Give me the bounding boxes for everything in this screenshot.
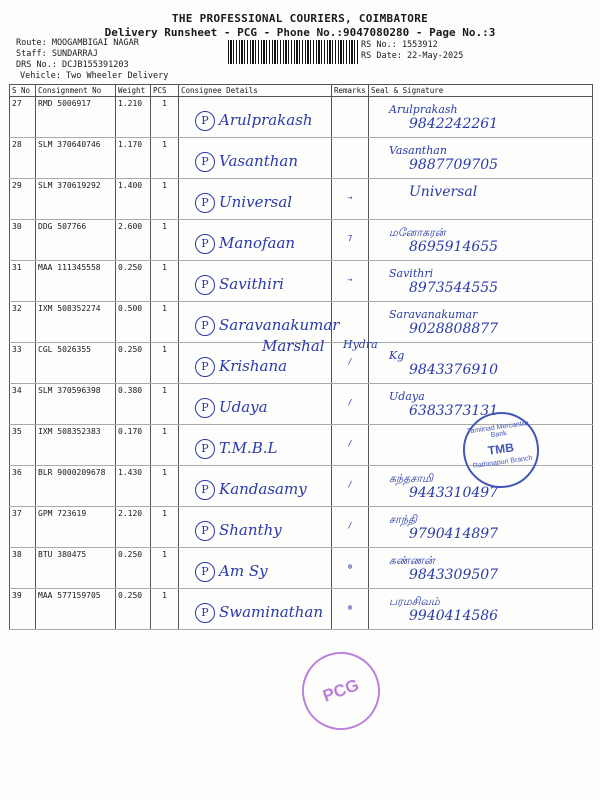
signature-phone: 9028808877 — [409, 321, 499, 337]
bank-seal-logo: TMB — [487, 440, 515, 458]
row-sno: 36 — [10, 466, 36, 507]
delivered-mark: P — [195, 439, 215, 459]
runsheet-table — [9, 84, 593, 630]
row-sno: 35 — [10, 425, 36, 466]
row-weight: 0.500 — [116, 302, 151, 343]
delivered-mark: P — [195, 603, 215, 623]
delivered-mark: P — [195, 562, 215, 582]
consignee-name: Universal — [219, 193, 293, 211]
consignee-name: Manofaan — [219, 234, 296, 252]
table-row — [10, 507, 593, 548]
signature-text: பரமசிவம் — [389, 595, 440, 608]
consignee-name: Arulprakash — [219, 111, 313, 129]
row-pcs: 1 — [151, 589, 179, 630]
row-sno: 39 — [10, 589, 36, 630]
signature-phone: Universal — [409, 184, 478, 200]
row-sno: 31 — [10, 261, 36, 302]
row-consignment-no: BLR 9000209678 — [36, 466, 116, 507]
row-signature — [369, 302, 593, 343]
row-consignee — [179, 97, 332, 138]
delivered-mark: P — [195, 480, 215, 500]
row-remarks: / — [332, 343, 369, 384]
row-consignee — [179, 138, 332, 179]
signature-text: Saravanakumar — [389, 308, 478, 321]
marshal-note: Marshal — [262, 337, 325, 355]
row-weight: 0.250 — [116, 343, 151, 384]
barcode — [228, 40, 358, 64]
row-sno: 34 — [10, 384, 36, 425]
col-remarks: Remarks — [332, 85, 369, 97]
pcg-stamp: PCG — [291, 641, 391, 741]
col-signature: Seal & Signature — [369, 85, 593, 97]
signature-text: Udaya — [389, 390, 425, 403]
row-remarks: → — [332, 261, 369, 302]
row-remarks: / — [332, 384, 369, 425]
row-signature — [369, 343, 593, 384]
row-weight: 1.170 — [116, 138, 151, 179]
row-pcs: 1 — [151, 220, 179, 261]
row-remarks: / — [332, 507, 369, 548]
row-consignment-no: RMD 5006917 — [36, 97, 116, 138]
row-sno: 27 — [10, 97, 36, 138]
row-consignee — [179, 384, 332, 425]
col-pcs: PCS — [151, 85, 179, 97]
row-consignment-no: DDG 507766 — [36, 220, 116, 261]
row-signature — [369, 138, 593, 179]
row-consignment-no: SLM 370596398 — [36, 384, 116, 425]
row-remarks: ⊗ — [332, 548, 369, 589]
signature-phone: 9887709705 — [409, 157, 499, 173]
row-pcs: 1 — [151, 138, 179, 179]
row-consignment-no: BTU 380475 — [36, 548, 116, 589]
hydra-note: Hydra — [343, 338, 378, 351]
consignee-name: Shanthy — [219, 521, 282, 539]
signature-phone: 8695914655 — [409, 239, 499, 255]
runsheet-subtitle: Delivery Runsheet - PCG - Phone No.:9047080280 - Page No.:3 — [104, 26, 496, 39]
row-sno: 29 — [10, 179, 36, 220]
row-pcs: 1 — [151, 343, 179, 384]
consignee-name: Swaminathan — [219, 603, 323, 621]
table-row — [10, 261, 593, 302]
table-row — [10, 220, 593, 261]
route-info — [16, 38, 168, 82]
consignee-name: T.M.B.L — [219, 439, 278, 457]
delivered-mark: P — [195, 316, 215, 336]
row-pcs: 1 — [151, 548, 179, 589]
row-pcs: 1 — [151, 507, 179, 548]
delivered-mark: P — [195, 521, 215, 541]
row-sno: 30 — [10, 220, 36, 261]
row-pcs: 1 — [151, 97, 179, 138]
row-weight: 1.430 — [116, 466, 151, 507]
row-weight: 0.250 — [116, 548, 151, 589]
delivered-mark: P — [195, 152, 215, 172]
consignee-name: Am Sy — [219, 562, 268, 580]
row-weight: 0.250 — [116, 261, 151, 302]
row-weight: 1.400 — [116, 179, 151, 220]
consignee-name: Savithiri — [219, 275, 284, 293]
row-sno: 37 — [10, 507, 36, 548]
row-pcs: 1 — [151, 384, 179, 425]
bank-seal-name: Tamilnad Mercantile Bank — [466, 419, 530, 440]
row-consignment-no: MAA 577159705 — [36, 589, 116, 630]
row-pcs: 1 — [151, 261, 179, 302]
col-weight: Weight — [116, 85, 151, 97]
bank-seal-branch: Rathinapuri Branch — [472, 454, 533, 471]
staff-label: Staff: SUNDARRAJ — [16, 49, 98, 59]
consignee-name: Kandasamy — [219, 480, 307, 498]
row-consignee — [179, 466, 332, 507]
delivered-mark: P — [195, 111, 215, 131]
row-signature — [369, 507, 593, 548]
signature-phone: 8973544555 — [409, 280, 499, 296]
signature-phone: 9940414586 — [409, 608, 499, 624]
signature-phone: 6383373131 — [409, 403, 499, 419]
col-consignee: Consignee Details — [179, 85, 332, 97]
signature-phone: 9790414897 — [409, 526, 499, 542]
row-signature — [369, 589, 593, 630]
signature-phone: 9842242261 — [409, 116, 499, 132]
row-consignee — [179, 261, 332, 302]
row-sno: 38 — [10, 548, 36, 589]
consignee-name: Saravanakumar — [219, 316, 340, 334]
row-weight: 0.170 — [116, 425, 151, 466]
delivered-mark: P — [195, 193, 215, 213]
signature-phone: 9843309507 — [409, 567, 499, 583]
rs-date: RS Date: 22-May-2025 — [361, 51, 464, 61]
row-consignment-no: SLM 370640746 — [36, 138, 116, 179]
signature-text: Savithri — [389, 267, 434, 280]
row-pcs: 1 — [151, 179, 179, 220]
row-consignment-no: MAA 111345558 — [36, 261, 116, 302]
row-remarks — [332, 138, 369, 179]
table-header-row — [10, 85, 593, 97]
signature-text: Vasanthan — [389, 144, 447, 157]
col-sno: S No — [10, 85, 36, 97]
signature-text: கண்ணன் — [389, 554, 435, 567]
row-remarks: ⊗ — [332, 589, 369, 630]
drs-label: DRS No.: DCJB155391203 — [16, 60, 129, 70]
rs-info — [361, 40, 463, 62]
route-label: Route: MOOGAMBIGAI NAGAR — [16, 38, 139, 48]
row-consignee — [179, 220, 332, 261]
col-consignment: Consignment No — [36, 85, 116, 97]
table-row — [10, 589, 593, 630]
row-consignment-no: CGL 5026355 — [36, 343, 116, 384]
row-remarks: 7 — [332, 220, 369, 261]
signature-phone: 9443310497 — [409, 485, 499, 501]
row-consignee — [179, 425, 332, 466]
consignee-name: Krishana — [219, 357, 288, 375]
row-sno: 28 — [10, 138, 36, 179]
signature-text: Kg — [389, 349, 405, 362]
delivered-mark: P — [195, 275, 215, 295]
vehicle-label: Vehicle: Two Wheeler Delivery — [20, 71, 169, 81]
row-sno: 32 — [10, 302, 36, 343]
row-remarks: / — [332, 425, 369, 466]
consignee-name: Vasanthan — [219, 152, 298, 170]
company-title: THE PROFESSIONAL COURIERS, COIMBATORE — [171, 12, 429, 25]
row-weight: 2.120 — [116, 507, 151, 548]
consignee-name: Udaya — [219, 398, 268, 416]
row-weight: 0.380 — [116, 384, 151, 425]
row-consignee — [179, 179, 332, 220]
delivered-mark: P — [195, 234, 215, 254]
row-pcs: 1 — [151, 466, 179, 507]
row-consignee — [179, 548, 332, 589]
row-signature — [369, 220, 593, 261]
row-signature — [369, 261, 593, 302]
row-consignee — [179, 507, 332, 548]
delivered-mark: P — [195, 357, 215, 377]
row-signature — [369, 97, 593, 138]
row-weight: 2.600 — [116, 220, 151, 261]
table-row — [10, 138, 593, 179]
row-signature — [369, 548, 593, 589]
signature-text: கந்தசாமி — [389, 472, 433, 485]
row-pcs: 1 — [151, 302, 179, 343]
table-row — [10, 548, 593, 589]
row-sno: 33 — [10, 343, 36, 384]
row-pcs: 1 — [151, 425, 179, 466]
rs-number: RS No.: 1553912 — [361, 40, 438, 50]
signature-phone: 9843376910 — [409, 362, 499, 378]
row-weight: 0.250 — [116, 589, 151, 630]
row-consignment-no: IXM 508352383 — [36, 425, 116, 466]
row-consignment-no: GPM 723619 — [36, 507, 116, 548]
row-consignee — [179, 589, 332, 630]
row-weight: 1.210 — [116, 97, 151, 138]
table-row — [10, 179, 593, 220]
table-row — [10, 97, 593, 138]
signature-text: மனோகரன் — [389, 226, 446, 239]
row-consignment-no: IXM 508352274 — [36, 302, 116, 343]
row-remarks — [332, 97, 369, 138]
row-remarks: / — [332, 466, 369, 507]
row-remarks: → — [332, 179, 369, 220]
signature-text: Arulprakash — [389, 103, 458, 116]
row-consignment-no: SLM 370619292 — [36, 179, 116, 220]
row-signature — [369, 179, 593, 220]
delivered-mark: P — [195, 398, 215, 418]
signature-text: சாந்தி — [389, 513, 417, 526]
